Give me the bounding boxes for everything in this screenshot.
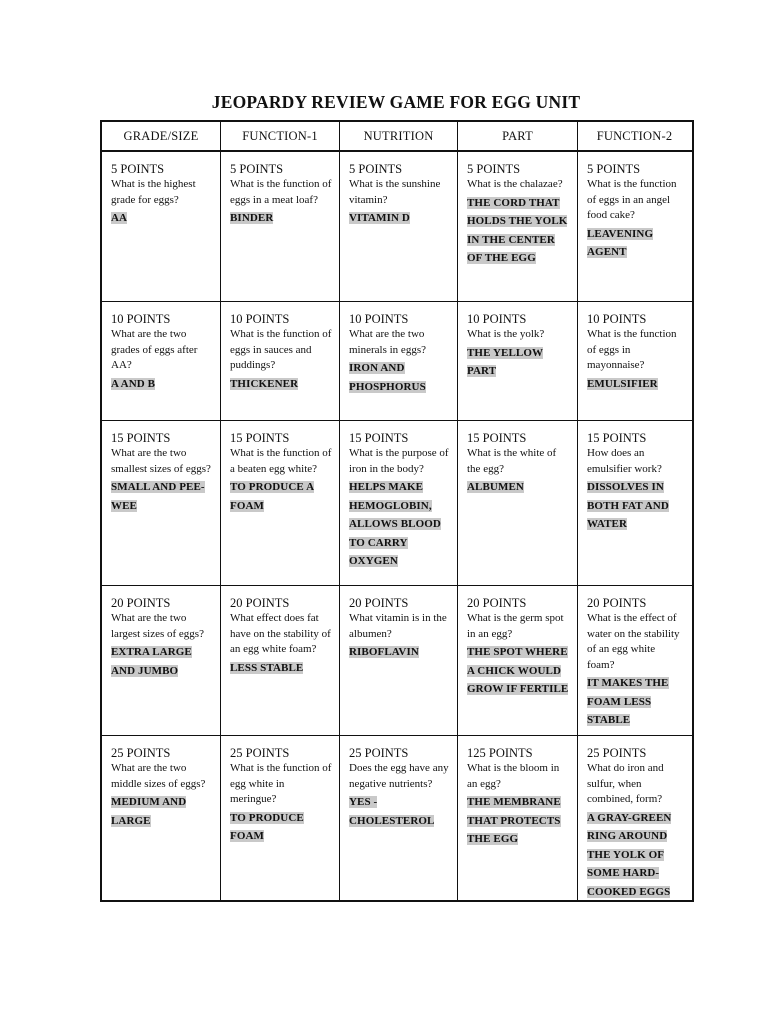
question-cell — [458, 736, 578, 900]
answer-text: YES - CHOLESTEROL — [349, 796, 435, 827]
question-text: What is the sunshine vitamin? — [349, 178, 441, 206]
points-label: 5 POINTS — [111, 162, 165, 176]
question-text: What are the two grades of eggs after AA? — [111, 328, 198, 371]
points-label: 15 POINTS — [230, 431, 290, 445]
question-text: What is the function of a beaten egg white? — [230, 447, 332, 475]
points-label: 5 POINTS — [467, 162, 521, 176]
page-title: JEOPARDY REVIEW GAME FOR EGG UNIT — [211, 92, 581, 112]
column-header-part: PART — [458, 122, 578, 150]
question-text: What is the function of eggs in mayonnaise? — [587, 328, 677, 371]
points-label: 20 POINTS — [111, 596, 171, 610]
question-cell — [458, 421, 578, 585]
answer-text: LESS STABLE — [230, 661, 304, 674]
answer-text: MEDIUM AND LARGE — [111, 796, 187, 827]
answer-text: THE SPOT WHERE A CHICK WOULD GROW IF FERTILE — [467, 646, 569, 695]
question-row — [102, 152, 692, 302]
question-text: What is the purpose of iron in the body? — [349, 447, 449, 475]
question-text: What is the yolk? — [467, 328, 545, 340]
question-cell — [578, 302, 691, 420]
column-header-function-2: FUNCTION-2 — [596, 128, 673, 143]
points-label: 20 POINTS — [349, 596, 409, 610]
answer-text: EXTRA LARGE AND JUMBO — [111, 646, 192, 677]
question-cell — [102, 586, 221, 735]
question-text: What is the function of eggs in sauces and puddings? — [230, 328, 332, 371]
question-text: What is the germ spot in an egg? — [467, 612, 564, 640]
answer-text: TO PRODUCE A FOAM — [230, 481, 315, 512]
question-text: What are the two minerals in eggs? — [349, 328, 426, 356]
question-cell — [340, 586, 458, 735]
answer-text: AA — [111, 212, 128, 224]
answer-text: SMALL AND PEE-WEE — [111, 481, 205, 512]
points-label: 10 POINTS — [111, 312, 171, 326]
question-cell — [458, 586, 578, 735]
points-label: 5 POINTS — [587, 162, 641, 176]
question-cell — [578, 736, 691, 900]
question-text: What are the two smallest sizes of eggs? — [111, 447, 211, 475]
answer-text: IRON AND PHOSPHORUS — [349, 362, 426, 393]
points-label: 5 POINTS — [349, 162, 403, 176]
jeopardy-board — [100, 120, 694, 902]
question-cell — [221, 736, 340, 900]
question-cell — [578, 421, 691, 585]
answer-text: A GRAY-GREEN RING AROUND THE YOLK OF SOME HARD-COOKED EGGS — [587, 811, 672, 898]
question-text: What effect does fat have on the stability of an egg white foam? — [230, 612, 331, 655]
question-cell — [578, 152, 691, 301]
points-label: 25 POINTS — [111, 746, 171, 760]
question-cell — [221, 421, 340, 585]
question-text: What is the chalazae? — [467, 178, 563, 190]
question-cell — [578, 586, 691, 735]
points-label: 10 POINTS — [587, 312, 647, 326]
points-label: 10 POINTS — [230, 312, 290, 326]
answer-text: THE MEMBRANE THAT PROTECTS THE EGG — [467, 796, 561, 845]
answer-text: THICKENER — [230, 377, 299, 390]
points-label: 15 POINTS — [111, 431, 171, 445]
question-text: What are the two middle sizes of eggs? — [111, 762, 206, 790]
header-row — [102, 122, 692, 152]
question-text: What is the white of the egg? — [467, 447, 557, 475]
question-row — [102, 736, 692, 900]
answer-text: DISSOLVES IN BOTH FAT AND WATER — [587, 481, 669, 530]
question-text: What is the bloom in an egg? — [467, 762, 560, 790]
question-row — [102, 421, 692, 586]
question-cell — [102, 736, 221, 900]
answer-text: ALBUMEN — [467, 481, 524, 493]
points-label: 20 POINTS — [587, 596, 647, 610]
answer-text: THE CORD THAT HOLDS THE YOLK IN THE CENTER OF THE EGG — [467, 196, 568, 264]
answer-text: HELPS MAKE HEMOGLOBIN, ALLOWS BLOOD TO CARRY OXYGEN — [349, 481, 441, 567]
answer-text: EMULSIFIER — [587, 377, 658, 390]
question-cell — [458, 152, 578, 301]
question-cell — [221, 302, 340, 420]
question-cell — [340, 302, 458, 420]
question-text: What is the function of egg white in meringue? — [230, 762, 332, 805]
points-label: 20 POINTS — [467, 596, 527, 610]
question-cell — [221, 586, 340, 735]
question-row — [102, 302, 692, 421]
points-label: 25 POINTS — [587, 746, 647, 760]
points-label: 5 POINTS — [230, 162, 284, 176]
answer-text: A AND B — [111, 377, 156, 390]
question-cell — [340, 736, 458, 900]
question-row — [102, 586, 692, 736]
question-text: What are the two largest sizes of eggs? — [111, 612, 204, 640]
question-text: What vitamin is in the albumen? — [349, 612, 447, 640]
points-label: 25 POINTS — [230, 746, 290, 760]
question-cell — [221, 152, 340, 301]
points-label: 15 POINTS — [467, 431, 527, 445]
question-cell — [102, 152, 221, 301]
question-text: How does an emulsifier work? — [587, 447, 662, 475]
question-cell — [340, 421, 458, 585]
answer-text: BINDER — [230, 212, 274, 224]
points-label: 10 POINTS — [467, 312, 527, 326]
question-cell — [340, 152, 458, 301]
question-text: What is the highest grade for eggs? — [111, 178, 196, 206]
question-text: Does the egg have any negative nutrients? — [349, 762, 449, 790]
answer-text: TO PRODUCE FOAM — [230, 811, 304, 842]
answer-text: VITAMIN D — [349, 212, 410, 224]
question-text: What is the effect of water on the stability of an egg white foam? — [587, 612, 680, 671]
answer-text: LEAVENING AGENT — [587, 227, 654, 258]
points-label: 10 POINTS — [349, 312, 409, 326]
points-label: 20 POINTS — [230, 596, 290, 610]
answer-text: IT MAKES THE FOAM LESS STABLE — [587, 677, 669, 726]
question-cell — [102, 421, 221, 585]
points-label: 25 POINTS — [349, 746, 409, 760]
question-cell — [102, 302, 221, 420]
answer-text: RIBOFLAVIN — [349, 646, 419, 658]
points-label: 15 POINTS — [587, 431, 647, 445]
column-header-function-1: FUNCTION-1 — [221, 122, 340, 150]
column-header-nutrition: NUTRITION — [340, 122, 458, 150]
column-header-grade-size: GRADE/SIZE — [102, 122, 221, 150]
points-label: 125 POINTS — [467, 746, 533, 760]
question-text: What do iron and sulfur, when combined, form? — [587, 762, 664, 805]
answer-text: THE YELLOW PART — [467, 346, 544, 377]
points-label: 15 POINTS — [349, 431, 409, 445]
question-text: What is the function of eggs in an angel food cake? — [587, 178, 677, 221]
question-cell — [458, 302, 578, 420]
question-text: What is the function of eggs in a meat loaf? — [230, 178, 332, 206]
